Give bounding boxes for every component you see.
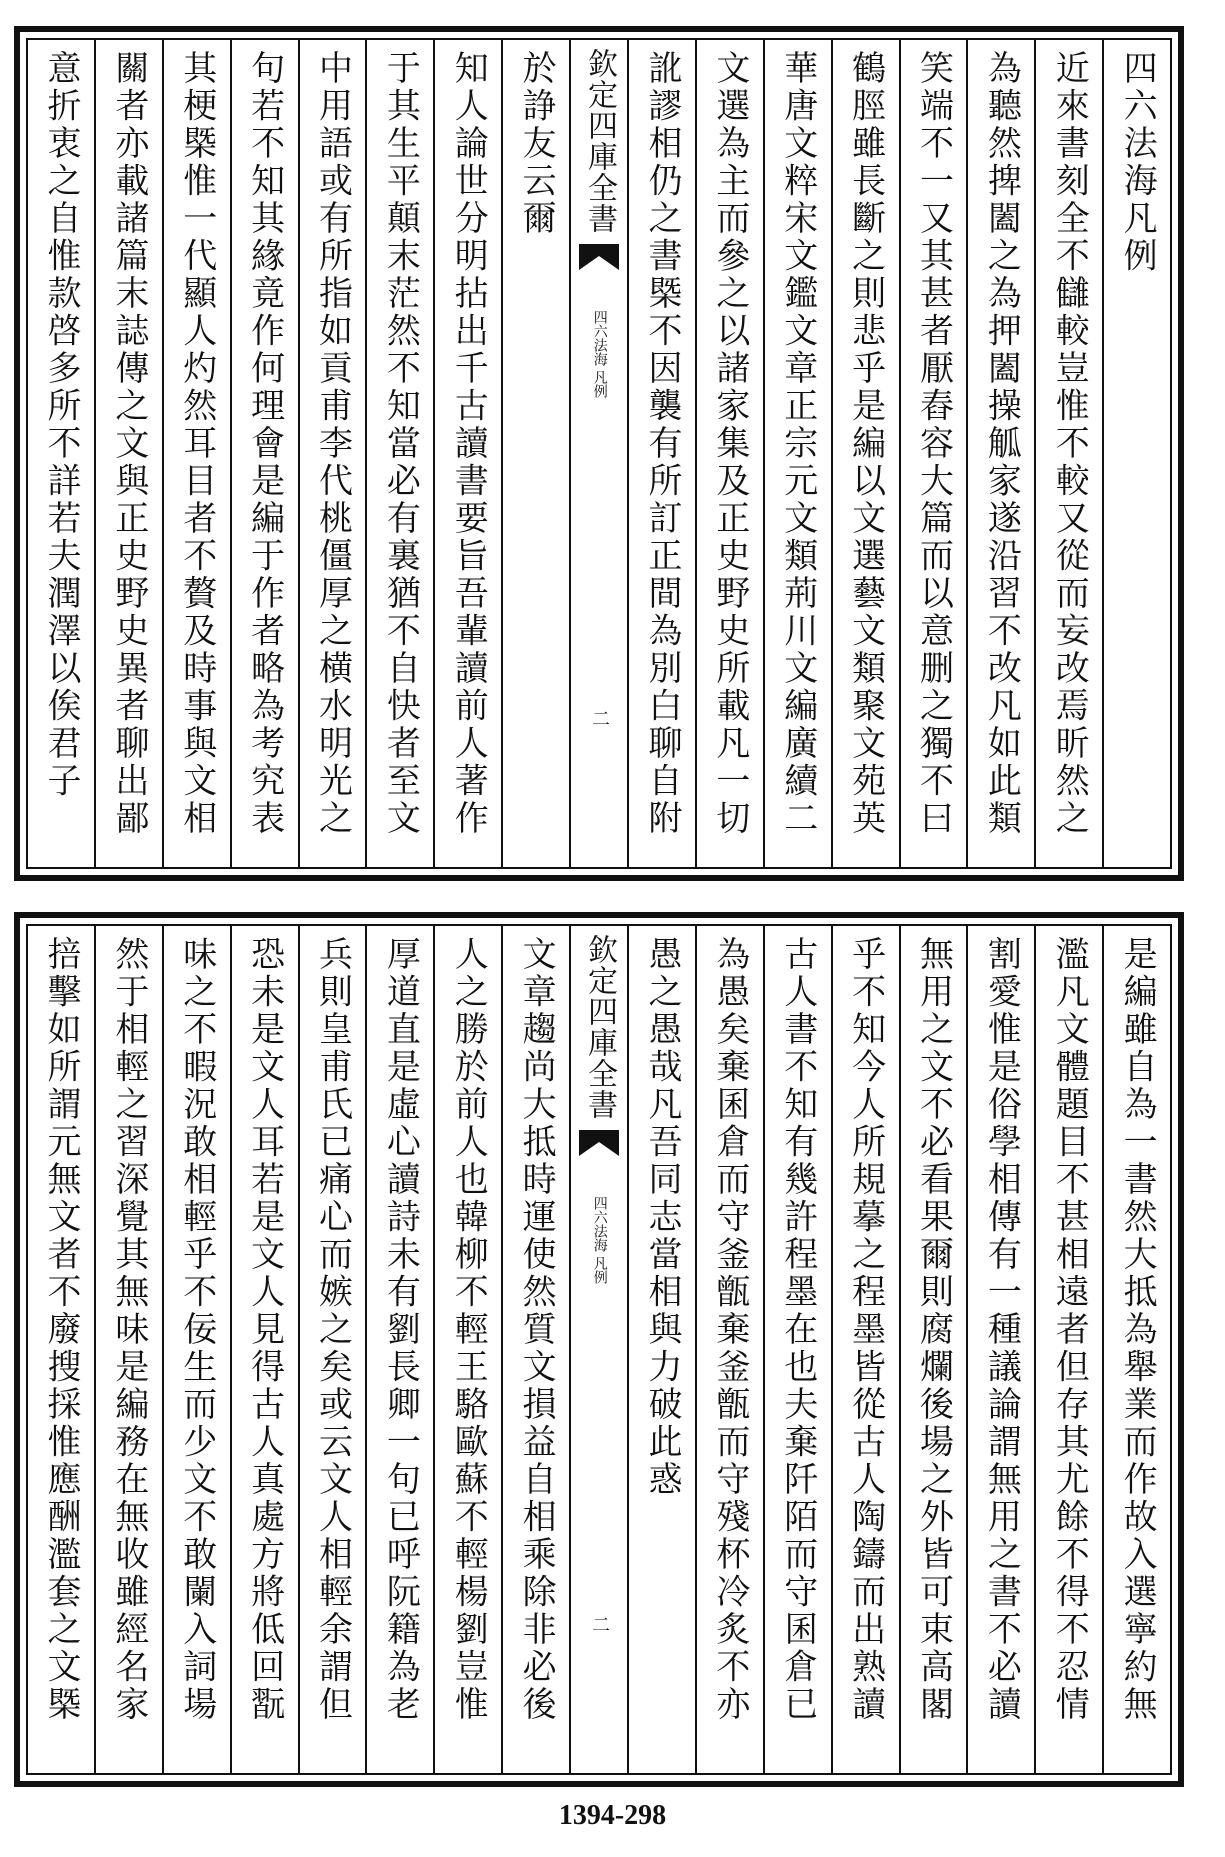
top-page [14, 26, 1184, 881]
column-text: 近來書刻全不讎較豈惟不較又從而妄改焉昕然之 [1049, 50, 1090, 838]
text-column [966, 40, 1034, 867]
text-column [162, 40, 230, 867]
fishtail-mark-icon [579, 1130, 619, 1156]
text-column [94, 40, 162, 867]
text-column [763, 40, 831, 867]
spine-section-name: 凡例 [591, 1256, 608, 1284]
text-column [1034, 40, 1102, 867]
column-text: 古人書不知有幾許程墨在也夫棄阡陌而守囷倉已 [777, 936, 818, 1724]
column-text: 人之勝於前人也韓柳不輕王駱歐蘇不輕楊劉豈惟 [448, 936, 489, 1724]
column-text: 知人論世分明拈出千古讀書要旨吾輩讀前人著作 [448, 50, 489, 838]
page-footer-label: 1394-298 [558, 1800, 667, 1831]
text-column [831, 40, 899, 867]
text-column [1102, 40, 1170, 867]
text-column [298, 926, 366, 1773]
spine-title: 欽定四庫全書 [582, 934, 617, 1120]
spine-book-name: 四六法海 [591, 310, 608, 366]
top-page-columns [28, 40, 1170, 867]
spine-title: 欽定四庫全書 [582, 48, 617, 234]
column-text: 無用之文不必看果爾則腐爛後場之外皆可束高閣 [913, 936, 954, 1724]
spine-section-name: 凡例 [591, 370, 608, 398]
text-column [501, 40, 569, 867]
text-column [899, 926, 967, 1773]
column-text: 掊擊如所謂元無文者不廢搜採惟應酬濫套之文槩 [40, 936, 81, 1724]
column-text: 句若不知其緣竟作何理會是編于作者略為考究表 [244, 50, 285, 838]
text-column [501, 926, 569, 1773]
spine-book-name: 四六法海 [591, 1196, 608, 1252]
column-text: 恐未是文人耳若是文人見得古人真處方將低回翫 [244, 936, 285, 1724]
column-text: 為愚矣棄囷倉而守釜甑棄釜甑而守殘杯冷炙不亦 [709, 936, 750, 1724]
column-text: 四六法海凡例 [1117, 50, 1158, 275]
text-column [298, 40, 366, 867]
text-column [433, 926, 501, 1773]
column-text: 味之不暇況敢相輕乎不佞生而少文不敢闌入詞場 [176, 936, 217, 1724]
column-text: 是編雖自為一書然大抵為舉業而作故入選寧約無 [1117, 936, 1158, 1724]
bottom-page-columns [28, 926, 1170, 1773]
text-column [365, 40, 433, 867]
column-text: 關者亦載諸篇末誌傳之文與正史野史異者聊出鄙 [108, 50, 149, 838]
column-text: 笑端不一又其甚者厭舂容大篇而以意删之獨不曰 [913, 50, 954, 838]
center-spine [569, 926, 627, 1773]
spine-subtitle [591, 1196, 606, 1284]
text-column [695, 926, 763, 1773]
text-column [763, 926, 831, 1773]
text-column [230, 40, 298, 867]
bottom-page [14, 912, 1184, 1787]
text-column [627, 926, 695, 1773]
column-text: 鶴脛雖長斷之則悲乎是編以文選藝文類聚文苑英 [845, 50, 886, 838]
column-text: 中用語或有所指如貢甫李代桃僵厚之横水明光之 [312, 50, 353, 838]
spine-subtitle [591, 310, 606, 398]
column-text: 割愛惟是俗學相傳有一種議論謂無用之書不必讀 [981, 936, 1022, 1724]
column-text: 文章趨尚大抵時運使然質文損益自相乘除非必後 [516, 936, 557, 1724]
spine-page-number: 二 [589, 1615, 610, 1633]
fishtail-mark-icon [579, 244, 619, 270]
column-text: 兵則皇甫氏已痛心而嫉之矣或云文人相輕余謂但 [312, 936, 353, 1724]
column-text: 于其生平顛末茫然不知當必有裏猶不自快者至文 [380, 50, 421, 838]
column-text: 意折衷之自惟款啓多所不詳若夫潤澤以俟君子 [40, 50, 81, 800]
text-column [1034, 926, 1102, 1773]
center-spine [569, 40, 627, 867]
column-text: 訛謬相仍之書槩不因襲有所訂正間為別白聊自附 [641, 50, 682, 838]
column-text: 然于相輕之習深覺其無味是編務在無收雖經名家 [108, 936, 149, 1724]
column-text: 其梗槩惟一代顯人灼然耳目者不贅及時事與文相 [176, 50, 217, 838]
text-column [1102, 926, 1170, 1773]
text-column [831, 926, 899, 1773]
text-column [627, 40, 695, 867]
top-page-frame [26, 38, 1172, 869]
column-text: 為聽然捭闔之為押闔操觚家遂沿習不改凡如此類 [981, 50, 1022, 838]
text-column [94, 926, 162, 1773]
spine-page-number: 二 [589, 709, 610, 727]
column-text: 愚之愚哉凡吾同志當相與力破此惑 [641, 936, 682, 1499]
text-column [433, 40, 501, 867]
column-text: 乎不知今人所規摹之程墨皆從古人陶鑄而出熟讀 [845, 936, 886, 1724]
text-column [28, 926, 94, 1773]
text-column [695, 40, 763, 867]
text-column [28, 40, 94, 867]
column-text: 濫凡文體題目不甚相遠者但存其尤餘不得不忍情 [1049, 936, 1090, 1724]
text-column [162, 926, 230, 1773]
column-text: 文選為主而參之以諸家集及正史野史所載凡一切 [709, 50, 750, 838]
column-text: 華唐文粹宋文鑑文章正宗元文類荊川文編廣續二 [777, 50, 818, 838]
text-column [966, 926, 1034, 1773]
text-column [230, 926, 298, 1773]
text-column [899, 40, 967, 867]
text-column [365, 926, 433, 1773]
bottom-page-frame [26, 924, 1172, 1775]
column-text: 於諍友云爾 [516, 50, 557, 238]
column-text: 厚道直是虛心讀詩未有劉長卿一句已呼阮籍為老 [380, 936, 421, 1724]
